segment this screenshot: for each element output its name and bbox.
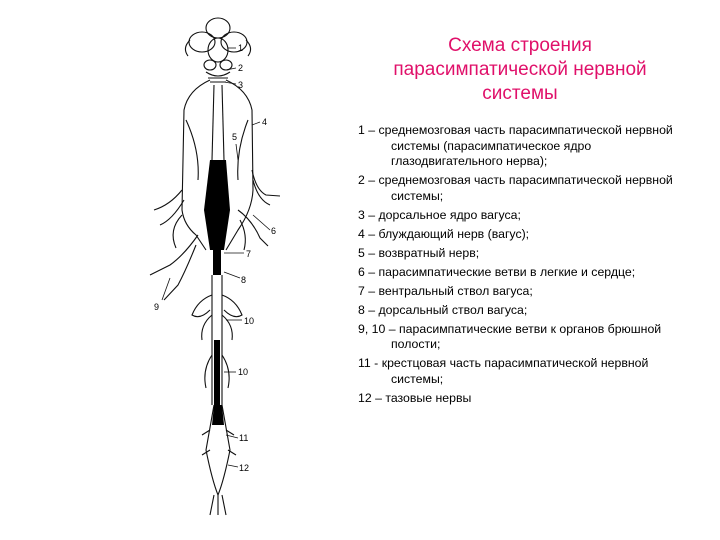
page-title bbox=[360, 34, 680, 106]
label-1: 1 bbox=[238, 43, 244, 53]
legend-list bbox=[358, 123, 688, 410]
dark-cord-segments bbox=[204, 160, 230, 425]
label-11: 11 bbox=[239, 433, 249, 443]
legend-item-2: 2 – среднемозговая часть парасимпатической нервной системы; bbox=[358, 173, 673, 203]
label-5: 5 bbox=[232, 132, 238, 142]
label-10-upper: 10 bbox=[244, 316, 255, 326]
title-line-1: Схема строения bbox=[448, 35, 592, 56]
label-3: 3 bbox=[238, 80, 244, 90]
legend-item-11: 11 - крестцовая часть парасимпатической нервной системы; bbox=[358, 356, 649, 386]
diagram-svg bbox=[140, 10, 280, 525]
label-12: 12 bbox=[239, 463, 250, 473]
legend-item-6: 6 – парасимпатические ветви в легкие и сердце; bbox=[358, 264, 636, 279]
label-10-lower: 10 bbox=[238, 367, 249, 377]
title-line-3: системы bbox=[482, 83, 558, 104]
label-4: 4 bbox=[262, 117, 268, 127]
legend-item-7: 7 – вентральный ствол вагуса; bbox=[358, 283, 533, 298]
label-6: 6 bbox=[271, 226, 277, 236]
label-9: 9 bbox=[154, 302, 160, 312]
label-7: 7 bbox=[246, 249, 252, 259]
cord-segment-upper bbox=[213, 250, 221, 275]
label-2: 2 bbox=[238, 63, 244, 73]
legend-item-1: 1 – среднемозговая часть парасимпатической нервной системы (парасимпатическое ядро глазодвигательного нерва); bbox=[358, 123, 673, 168]
legend-item-4: 4 – блуждающий нерв (вагус); bbox=[358, 226, 530, 241]
sacral-dark-segment bbox=[212, 405, 224, 425]
medulla-dark-segment bbox=[204, 160, 230, 250]
title-line-2: парасимпатической нервной bbox=[393, 59, 647, 80]
legend-item-8: 8 – дорсальный ствол вагуса; bbox=[358, 302, 528, 317]
legend-item-12: 12 – тазовые нервы bbox=[358, 390, 472, 405]
label-8: 8 bbox=[241, 275, 247, 285]
legend-item-9-10: 9, 10 – парасимпатические ветви к органов брюшной полости; bbox=[358, 321, 662, 351]
legend-item-3: 3 – дорсальное ядро вагуса; bbox=[358, 207, 521, 222]
nervous-system-diagram bbox=[140, 10, 280, 525]
legend-item-5: 5 – возвратный нерв; bbox=[358, 245, 480, 260]
cord-segment-lower bbox=[214, 340, 220, 405]
